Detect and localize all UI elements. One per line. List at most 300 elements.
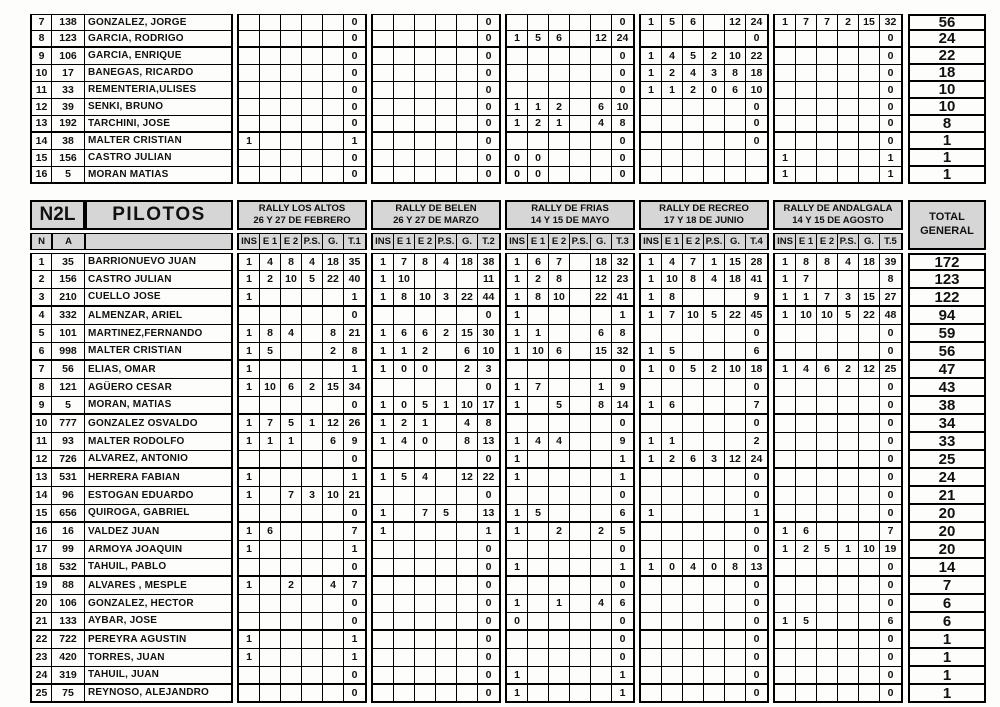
stage-score-cell — [570, 289, 591, 307]
rally-total-cell: 1 — [344, 541, 365, 559]
stage-score-cell — [683, 289, 704, 307]
stage-score-cell — [817, 99, 838, 116]
rally-total-cell: 0 — [880, 379, 901, 397]
stage-score-cell: 0 — [507, 167, 528, 184]
stage-score-cell — [394, 487, 415, 505]
stage-score-cell — [570, 48, 591, 65]
stage-score-cell — [528, 48, 549, 65]
rally-total-cell: 1 — [612, 559, 633, 577]
rally-block-2 — [371, 361, 501, 379]
rally-block-3 — [505, 343, 635, 361]
stage-score-cell — [591, 82, 612, 99]
rally-block-3 — [505, 667, 635, 685]
stage-score-cell: 5 — [528, 31, 549, 48]
total-general-cell: 21 — [908, 487, 986, 505]
stage-score-cell — [436, 631, 457, 649]
table-row — [30, 667, 986, 685]
stage-score-cell — [725, 595, 746, 613]
stage-score-cell: 2 — [260, 271, 281, 289]
rally-total-cell: 30 — [478, 325, 499, 343]
stage-score-cell — [394, 667, 415, 685]
position-cell: 21 — [30, 613, 52, 631]
stage-score-cell: 2 — [838, 14, 859, 31]
stage-score-cell: 1 — [507, 253, 528, 271]
stage-score-cell — [570, 307, 591, 325]
stage-score-cell: 1 — [641, 505, 662, 523]
rally-block-3 — [505, 65, 635, 82]
stage-score-cell — [302, 469, 323, 487]
driver-name-cell: ALVAREZ, ANTONIO — [85, 451, 233, 469]
rally-total-cell: 0 — [612, 631, 633, 649]
stage-score-cell: 1 — [775, 289, 796, 307]
stage-score-cell — [281, 667, 302, 685]
rally-block-4 — [639, 397, 769, 415]
stage-score-cell — [570, 253, 591, 271]
car-number-cell: 38 — [52, 133, 85, 150]
stage-score-cell — [281, 65, 302, 82]
stage-score-cell — [457, 595, 478, 613]
stage-score-cell: 1 — [775, 167, 796, 184]
stage-score-cell — [323, 307, 344, 325]
stage-score-cell — [281, 649, 302, 667]
rally-total-cell: 38 — [478, 253, 499, 271]
stage-score-cell — [817, 150, 838, 167]
rally-total-cell: 9 — [344, 433, 365, 451]
rally-total-cell: 0 — [478, 65, 499, 82]
rally-total-cell: 6 — [880, 613, 901, 631]
stage-score-cell: 10 — [323, 487, 344, 505]
driver-name-cell: REMENTERIA,ULISES — [85, 82, 233, 99]
stage-score-cell: 1 — [260, 433, 281, 451]
rally-block-4 — [639, 379, 769, 397]
stage-score-cell — [796, 469, 817, 487]
stage-score-cell — [591, 631, 612, 649]
stage-score-cell — [528, 307, 549, 325]
stage-score-cell — [302, 613, 323, 631]
stage-score-cell — [704, 505, 725, 523]
stage-score-cell — [570, 31, 591, 48]
stage-score-cell: 1 — [415, 415, 436, 433]
stage-score-cell: 1 — [641, 343, 662, 361]
stage-score-cell — [373, 379, 394, 397]
rally-total-cell: 0 — [880, 415, 901, 433]
stage-score-cell — [725, 133, 746, 150]
total-general-cell: 25 — [908, 451, 986, 469]
stage-score-cell — [641, 631, 662, 649]
stage-score-cell — [302, 325, 323, 343]
position-cell: 1 — [30, 253, 52, 271]
rally-total-cell: 0 — [344, 48, 365, 65]
stage-score-cell: 1 — [239, 631, 260, 649]
rally-name: RALLY DE BELEN — [395, 203, 477, 215]
stage-score-cell: 1 — [373, 433, 394, 451]
table-row — [30, 65, 986, 82]
stage-score-cell — [775, 397, 796, 415]
stage-score-cell: 6 — [415, 325, 436, 343]
rally-total-cell: 0 — [612, 14, 633, 31]
stage-score-cell — [817, 469, 838, 487]
stage-score-cell — [838, 397, 859, 415]
stage-score-cell — [817, 133, 838, 150]
stage-score-cell — [570, 65, 591, 82]
total-general-cell: 22 — [908, 48, 986, 65]
stage-score-cell — [323, 82, 344, 99]
stage-score-cell — [436, 14, 457, 31]
table-row — [30, 379, 986, 397]
rally-total-cell — [746, 150, 767, 167]
stage-score-cell — [457, 451, 478, 469]
driver-name-cell: MALTER CRISTIAN — [85, 133, 233, 150]
position-cell: 10 — [30, 415, 52, 433]
rally-total-cell: 0 — [344, 14, 365, 31]
stage-score-cell — [725, 469, 746, 487]
stage-score-cell — [775, 667, 796, 685]
stage-score-cell — [859, 133, 880, 150]
stage-score-cell: 1 — [641, 289, 662, 307]
stage-score-cell: 1 — [239, 379, 260, 397]
stage-score-cell — [725, 577, 746, 595]
stage-score-cell — [838, 685, 859, 703]
stage-score-cell — [817, 325, 838, 343]
rally-block-1 — [237, 631, 367, 649]
driver-name-cell: PEREYRA AGUSTIN — [85, 631, 233, 649]
rally-total-cell: 0 — [746, 649, 767, 667]
rally-block-4 — [639, 415, 769, 433]
stage-score-cell — [796, 685, 817, 703]
table-row — [30, 325, 986, 343]
car-number-cell: 123 — [52, 31, 85, 48]
rally-block-1 — [237, 307, 367, 325]
stage-score-cell — [859, 116, 880, 133]
stage-score-cell — [507, 65, 528, 82]
stage-score-cell — [796, 99, 817, 116]
stage-score-cell — [415, 541, 436, 559]
stage-score-cell — [302, 451, 323, 469]
stage-score-cell — [704, 685, 725, 703]
stage-score-cell — [683, 167, 704, 184]
stage-score-cell — [683, 685, 704, 703]
stage-score-cell — [436, 307, 457, 325]
stage-score-cell — [817, 82, 838, 99]
rally-block-4 — [639, 289, 769, 307]
rally-block-5 — [773, 505, 903, 523]
stage-score-cell — [704, 116, 725, 133]
stage-score-cell: 4 — [394, 433, 415, 451]
col-header-stage: P.S. — [838, 233, 859, 250]
rally-total-cell: 8 — [880, 271, 901, 289]
stage-score-cell: 1 — [507, 325, 528, 343]
stage-score-cell: 5 — [683, 361, 704, 379]
stage-score-cell — [281, 595, 302, 613]
car-number-cell: 17 — [52, 65, 85, 82]
rally-total-cell: 0 — [344, 613, 365, 631]
rally-total-cell: 32 — [612, 343, 633, 361]
stage-score-cell — [457, 631, 478, 649]
stage-score-cell — [704, 631, 725, 649]
stage-score-cell — [838, 167, 859, 184]
stage-score-cell — [302, 14, 323, 31]
stage-score-cell — [775, 65, 796, 82]
stage-score-cell — [570, 433, 591, 451]
stage-score-cell — [239, 82, 260, 99]
stage-score-cell — [725, 99, 746, 116]
stage-score-cell — [302, 523, 323, 541]
rally-block-2 — [371, 271, 501, 289]
rally-total-cell: 0 — [344, 167, 365, 184]
stage-score-cell: 1 — [507, 379, 528, 397]
stage-score-cell: 7 — [817, 289, 838, 307]
stage-score-cell — [591, 133, 612, 150]
stage-score-cell — [507, 133, 528, 150]
rally-block-5 — [773, 289, 903, 307]
stage-score-cell — [859, 559, 880, 577]
rally-block-3 — [505, 307, 635, 325]
stage-score-cell — [373, 487, 394, 505]
stage-score-cell: 6 — [662, 397, 683, 415]
stage-score-cell — [302, 361, 323, 379]
stage-score-cell — [302, 685, 323, 703]
rally-block-2 — [371, 99, 501, 116]
rally-block-5 — [773, 65, 903, 82]
rally-total-cell: 0 — [746, 379, 767, 397]
stage-score-cell — [528, 631, 549, 649]
stage-score-cell: 10 — [549, 289, 570, 307]
stage-score-cell: 4 — [683, 65, 704, 82]
stage-score-cell — [415, 379, 436, 397]
stage-score-cell: 1 — [239, 577, 260, 595]
stage-score-cell — [457, 523, 478, 541]
total-general-cell: 43 — [908, 379, 986, 397]
stage-score-cell — [528, 577, 549, 595]
stage-score-cell: 10 — [725, 48, 746, 65]
rally-block-1 — [237, 595, 367, 613]
rally-block-1 — [237, 343, 367, 361]
stage-score-cell — [415, 167, 436, 184]
stage-score-cell — [704, 343, 725, 361]
rally-total-cell: 8 — [478, 415, 499, 433]
stage-score-cell — [323, 65, 344, 82]
stage-score-cell — [725, 289, 746, 307]
rally-block-4 — [639, 133, 769, 150]
rally-total-cell: 11 — [478, 271, 499, 289]
stage-score-cell — [683, 99, 704, 116]
driver-name-cell: ESTOGAN EDUARDO — [85, 487, 233, 505]
table-row — [30, 523, 986, 541]
rally-block-2 — [371, 595, 501, 613]
driver-name-cell: CASTRO JULIAN — [85, 271, 233, 289]
stage-score-cell — [436, 415, 457, 433]
total-general-cell: 59 — [908, 325, 986, 343]
stage-score-cell — [662, 415, 683, 433]
stage-score-cell — [549, 685, 570, 703]
rally-block-1 — [237, 577, 367, 595]
rally-header-4 — [639, 200, 769, 230]
table-row — [30, 253, 986, 271]
stage-score-cell: 12 — [591, 31, 612, 48]
stage-score-cell: 1 — [775, 253, 796, 271]
stage-score-cell — [260, 469, 281, 487]
stage-score-cell: 0 — [662, 361, 683, 379]
col-header-stage: E 2 — [415, 233, 436, 250]
stage-score-cell: 1 — [507, 559, 528, 577]
stage-score-cell — [373, 14, 394, 31]
stage-score-cell — [591, 685, 612, 703]
rally-total-cell: 1 — [344, 289, 365, 307]
stage-score-cell — [817, 415, 838, 433]
rally-total-cell: 48 — [880, 307, 901, 325]
stage-score-cell — [591, 487, 612, 505]
rally-total-cell: 0 — [478, 487, 499, 505]
stage-score-cell — [457, 649, 478, 667]
stage-score-cell — [775, 325, 796, 343]
rally-block-2 — [371, 667, 501, 685]
stage-score-cell — [591, 361, 612, 379]
stage-score-cell — [323, 595, 344, 613]
stage-score-cell — [591, 167, 612, 184]
stage-score-cell: 10 — [817, 307, 838, 325]
stage-score-cell — [239, 307, 260, 325]
stage-score-cell: 0 — [394, 361, 415, 379]
rally-total-cell: 3 — [478, 361, 499, 379]
stage-score-cell — [641, 150, 662, 167]
stage-score-cell: 4 — [549, 433, 570, 451]
rally-total-cell: 0 — [612, 48, 633, 65]
stage-score-cell — [457, 14, 478, 31]
stage-score-cell — [683, 133, 704, 150]
rally-block-1 — [237, 613, 367, 631]
rally-block-1 — [237, 48, 367, 65]
driver-name-cell: AGÜERO CESAR — [85, 379, 233, 397]
stage-score-cell: 0 — [704, 559, 725, 577]
stage-score-cell: 8 — [549, 271, 570, 289]
stage-score-cell: 1 — [641, 433, 662, 451]
stage-score-cell: 18 — [725, 271, 746, 289]
rally-total-cell: 0 — [344, 505, 365, 523]
stage-score-cell — [570, 415, 591, 433]
total-general-cell: 47 — [908, 361, 986, 379]
rally-block-3 — [505, 649, 635, 667]
col-header-stage: G. — [457, 233, 478, 250]
stage-score-cell — [817, 505, 838, 523]
driver-name-cell: GONZALEZ, HECTOR — [85, 595, 233, 613]
total-general-cell: 1 — [908, 150, 986, 167]
rally-block-4 — [639, 116, 769, 133]
stage-score-cell: 1 — [775, 150, 796, 167]
stage-score-cell — [281, 523, 302, 541]
stage-score-cell — [281, 469, 302, 487]
stage-score-cell — [239, 451, 260, 469]
stage-score-cell — [704, 289, 725, 307]
rally-block-1 — [237, 150, 367, 167]
rally-block-3 — [505, 451, 635, 469]
stage-score-cell — [281, 451, 302, 469]
stage-score-cell — [549, 541, 570, 559]
stage-score-cell — [817, 65, 838, 82]
driver-name-cell: AYBAR, JOSE — [85, 613, 233, 631]
stage-score-cell — [528, 14, 549, 31]
driver-name-cell: TAHUIL, PABLO — [85, 559, 233, 577]
stage-score-cell: 1 — [775, 613, 796, 631]
rally-block-1 — [237, 559, 367, 577]
total-general-cell: 1 — [908, 685, 986, 703]
stage-score-cell — [436, 685, 457, 703]
stage-score-cell: 2 — [838, 361, 859, 379]
rally-total-cell: 1 — [344, 361, 365, 379]
total-general-cell: 14 — [908, 559, 986, 577]
stage-score-cell — [662, 167, 683, 184]
stage-score-cell — [817, 31, 838, 48]
rally-total-cell: 13 — [746, 559, 767, 577]
stage-score-cell: 5 — [838, 307, 859, 325]
stage-score-cell — [838, 487, 859, 505]
stage-score-cell — [704, 649, 725, 667]
n2l-standings-table — [30, 200, 986, 703]
rally-total-cell: 1 — [612, 685, 633, 703]
car-number-cell: 192 — [52, 116, 85, 133]
table-row — [30, 31, 986, 48]
stage-score-cell: 1 — [373, 253, 394, 271]
stage-score-cell: 6 — [725, 82, 746, 99]
stage-score-cell — [528, 541, 549, 559]
rally-block-4 — [639, 48, 769, 65]
stage-score-cell — [838, 469, 859, 487]
rally-total-cell: 35 — [344, 253, 365, 271]
driver-name-cell: REYNOSO, ALEJANDRO — [85, 685, 233, 703]
stage-score-cell: 1 — [507, 31, 528, 48]
stage-score-cell — [457, 307, 478, 325]
stage-score-cell: 15 — [323, 379, 344, 397]
driver-name-cell: CUELLO JOSE — [85, 289, 233, 307]
stage-score-cell — [549, 487, 570, 505]
stage-score-cell: 5 — [394, 469, 415, 487]
rally-block-3 — [505, 133, 635, 150]
stage-score-cell — [591, 433, 612, 451]
position-cell: 16 — [30, 167, 52, 184]
rally-total-cell: 27 — [880, 289, 901, 307]
rally-total-cell: 0 — [880, 667, 901, 685]
stage-score-cell — [775, 559, 796, 577]
stage-score-cell: 12 — [725, 14, 746, 31]
stage-score-cell — [641, 649, 662, 667]
stage-score-cell — [817, 559, 838, 577]
stage-score-cell: 1 — [373, 469, 394, 487]
rally-block-2 — [371, 559, 501, 577]
stage-score-cell: 5 — [817, 541, 838, 559]
stage-score-cell — [683, 577, 704, 595]
stage-score-cell: 1 — [507, 116, 528, 133]
stage-score-cell — [591, 150, 612, 167]
stage-score-cell — [725, 415, 746, 433]
stage-score-cell — [796, 415, 817, 433]
rally-block-4 — [639, 613, 769, 631]
stage-score-cell — [260, 487, 281, 505]
rally-block-4 — [639, 150, 769, 167]
stage-score-cell — [704, 133, 725, 150]
driver-name-cell: TAHUIL, JUAN — [85, 667, 233, 685]
stage-score-cell — [302, 667, 323, 685]
stage-score-cell — [775, 133, 796, 150]
rally-block-4 — [639, 343, 769, 361]
rally-total-cell: 9 — [612, 433, 633, 451]
stage-score-cell: 10 — [859, 541, 880, 559]
rally-block-4 — [639, 361, 769, 379]
stage-score-cell: 1 — [775, 14, 796, 31]
rally-header-5 — [773, 200, 903, 230]
stage-score-cell — [641, 667, 662, 685]
stage-score-cell — [591, 541, 612, 559]
stage-score-cell: 0 — [528, 150, 549, 167]
car-number-cell: 106 — [52, 48, 85, 65]
